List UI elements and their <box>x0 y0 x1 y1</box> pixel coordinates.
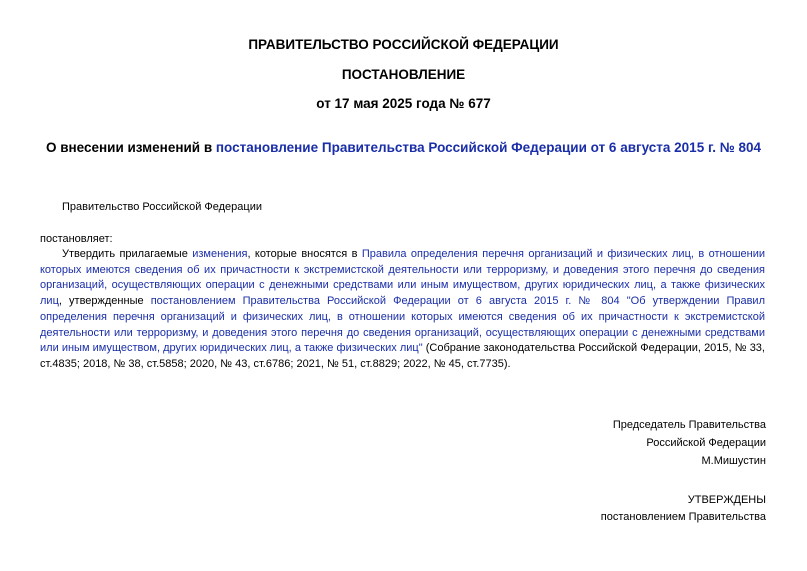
government-heading: ПРАВИТЕЛЬСТВО РОССИЙСКОЙ ФЕДЕРАЦИИ <box>248 37 559 52</box>
title-link[interactable]: постановление Правительства Российской Федерации от 6 августа 2015 г. № 804 <box>215 140 762 155</box>
title-prefix: О внесении изменений в <box>45 140 216 155</box>
approval-block <box>601 492 766 526</box>
changes-link[interactable]: изменения <box>192 248 248 260</box>
signature-country: Российской Федерации <box>646 437 766 449</box>
signature-block <box>613 416 766 470</box>
decree-body <box>40 247 765 373</box>
body-text-4: (Собрание законодательства Российской Федерации, 2015, № 33, ст.4835; 2018, № 38, ст.5858; 2020, № 43, ст.6786; 2021, № 51, ст.8829; 2022, № 45, ст.7735). <box>40 342 765 370</box>
document-type: ПОСТАНОВЛЕНИЕ <box>341 67 466 82</box>
decree-word: постановляет: <box>40 233 113 245</box>
decree-804-link[interactable]: постановлением Правительства Российской Федерации от 6 августа 2015 г. № 804 "Об утверждении Правил определения перечня организаций и физических лиц, в отношении которых имеются сведения об их причастности к экстремистской деятельности или терроризму, и доведения этого перечня до сведения организаций, осуществляющих операции с денежными средствами или иным имуществом, других юридических лиц, а также физических лиц" <box>40 295 765 355</box>
approval-text: постановлением Правительства <box>600 511 766 523</box>
signature-position: Председатель Правительства <box>612 419 766 431</box>
approval-heading: УТВЕРЖДЕНЫ <box>687 494 766 506</box>
document-title <box>0 140 807 155</box>
signature-name: М.Мишустин <box>701 455 766 467</box>
body-text-3: , утвержденные <box>58 295 151 308</box>
body-text-2: , которые вносятся в <box>247 248 362 260</box>
body-text-1: Утвердить прилагаемые <box>62 248 193 260</box>
rules-link[interactable]: Правила определения перечня организаций и физических лиц, в отношении которых имеются сведения об их причастности к экстремистской деятельности или терроризму, и доведения этого перечня до сведения организаций, осуществляющих операции с денежными средствами или иным имуществом, других юридических лиц, а также физических лиц <box>40 248 765 308</box>
document-date-number: от 17 мая 2025 года № 677 <box>316 96 491 111</box>
issuer-text: Правительство Российской Федерации <box>62 201 262 213</box>
